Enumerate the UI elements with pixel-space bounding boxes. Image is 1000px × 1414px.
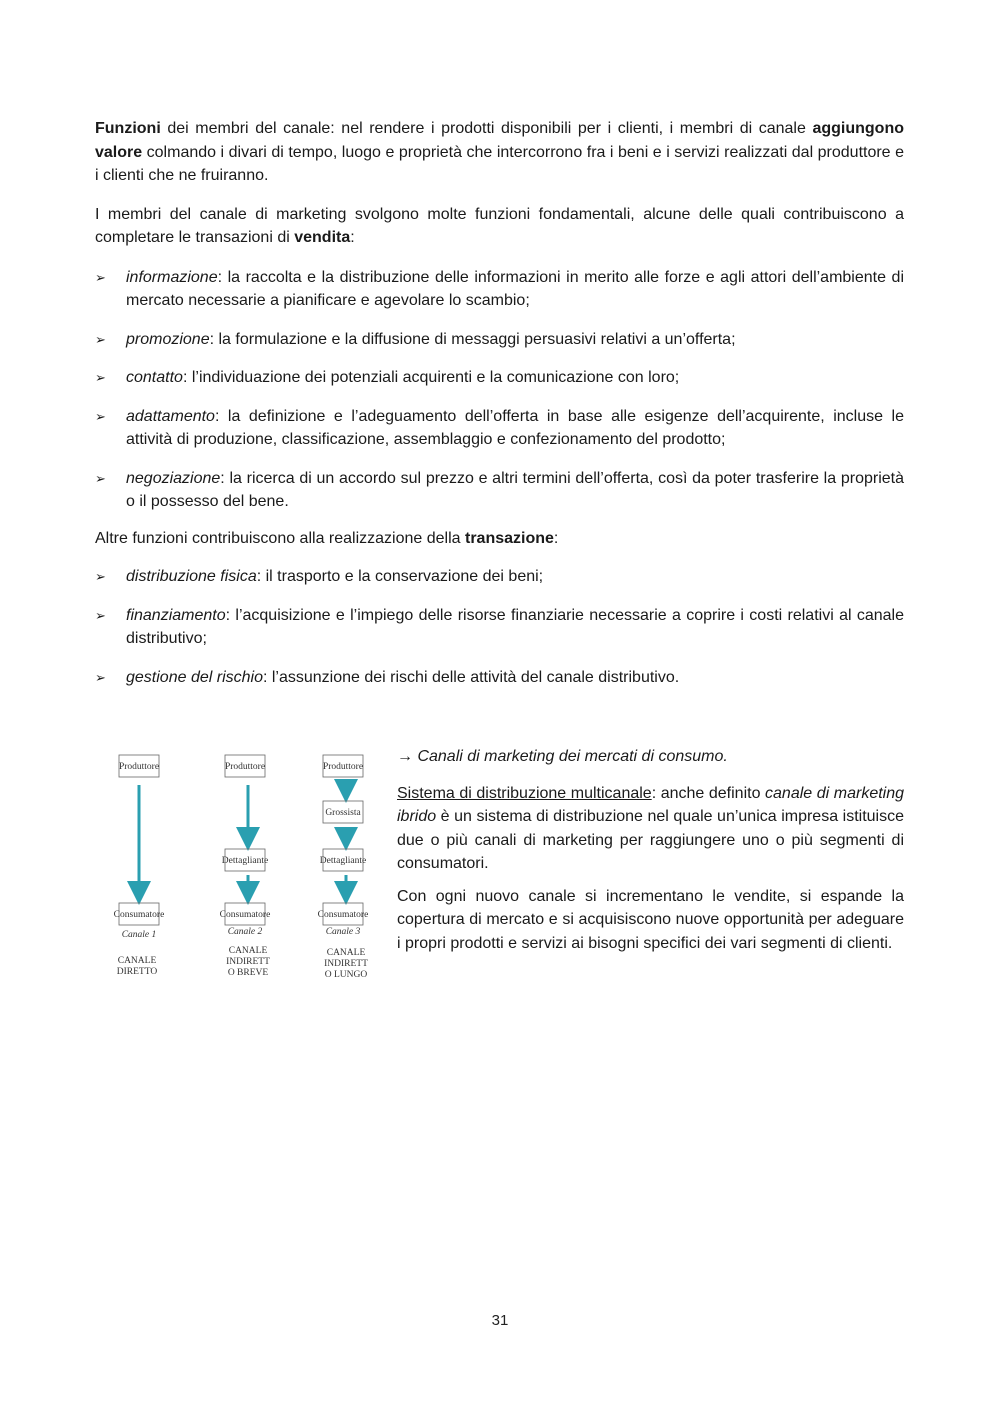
text: : anche definito	[651, 784, 766, 802]
channel-3-column	[318, 755, 369, 980]
channel-2-title-line3: O BREVE	[227, 968, 269, 978]
list-item	[95, 467, 904, 514]
bold-vendita: vendita	[294, 229, 351, 246]
producer-box-label: Produttore	[118, 762, 160, 772]
list-item	[95, 266, 904, 313]
bullet-arrow-icon: ➢	[95, 269, 106, 285]
paragraph-functions	[95, 117, 904, 188]
channel-3-title-line1: CANALE	[326, 948, 366, 958]
text: :	[553, 529, 559, 547]
list-item-text: : la definizione e l’adeguamento dell’offerta in base alle esigenze dell’acquirente, incluse le attività di produzione, classificazione, assemblaggio e confezionamento del prodotto;	[126, 407, 904, 448]
bullet-arrow-icon: ➢	[95, 569, 106, 584]
producer-box-label: Produttore	[224, 762, 266, 772]
list-item-text: : la formulazione e la diffusione di messaggi persuasivi relativi a un’offerta;	[209, 330, 736, 348]
list-item-text: : l’individuazione dei potenziali acquirenti e la comunicazione con loro;	[182, 369, 680, 386]
list-item-text: : l’assunzione dei rischi delle attività del canale distributivo.	[262, 668, 680, 686]
sales-functions-list	[95, 266, 904, 514]
retailer-box-label: Dettagliante	[221, 856, 269, 866]
text: :	[350, 229, 355, 246]
list-item-text: : la raccolta e la distribuzione delle informazioni in merito alle forze e agli attori dell’ambiente di mercato necessarie a pianificare e agevolare lo scambio;	[126, 268, 904, 309]
list-item-term: gestione del rischio	[126, 668, 263, 686]
transaction-functions-list	[95, 565, 904, 689]
list-item-text: : l’acquisizione e l’impiego delle risorse finanziarie necessarie a coprire i costi relativi al canale distributivo;	[126, 606, 904, 647]
list-item-term: contatto	[126, 369, 183, 386]
channel-2-caption: Canale 2	[227, 927, 263, 937]
channel-3-caption: Canale 3	[325, 927, 361, 937]
channel-3-title-line3: O LUNGO	[324, 970, 368, 980]
channel-1-title-line2: DIRETTO	[116, 967, 158, 977]
consumer-box-label: Consumatore	[113, 910, 165, 920]
section-heading	[397, 745, 904, 769]
side-text	[397, 745, 904, 964]
bullet-arrow-icon: ➢	[95, 408, 106, 424]
list-item	[95, 565, 904, 589]
channel-2-title-line1: CANALE	[228, 946, 268, 956]
bold-aggiungono-valore: aggiungono valore	[95, 120, 904, 161]
text: dei membri del canale: nel rendere i prodotti disponibili per i clienti, i membri di canale	[160, 120, 813, 137]
retailer-box-label: Dettagliante	[319, 856, 367, 866]
channel-2-column	[220, 755, 271, 978]
list-item	[95, 328, 904, 352]
right-arrow-icon: →	[397, 748, 413, 765]
list-item	[95, 405, 904, 452]
channel-3-title-line2: INDIRETT	[324, 959, 368, 969]
page-body	[95, 117, 905, 980]
channel-1-column	[114, 755, 165, 977]
producer-box-label: Produttore	[322, 762, 364, 772]
text: colmando i divari di tempo, luogo e proprietà che intercorrono fra i beni e i servizi realizzati dal produttore e i clienti che ne fruiranno.	[95, 143, 904, 184]
list-item-text: : la ricerca di un accordo sul prezzo e altri termini dell’offerta, così da poter trasferire la proprietà o il possesso del bene.	[126, 469, 904, 510]
paragraph-sales-intro	[95, 203, 904, 250]
channel-2-title-line2: INDIRETT	[226, 957, 270, 967]
list-item-term: negoziazione	[126, 469, 221, 487]
list-item-term: informazione	[126, 268, 218, 286]
text: è un sistema di distribuzione nel quale un’unica impresa istituisce due o più canali di marketing per raggiungere uno o più segmenti di consumatori.	[397, 808, 904, 872]
bullet-arrow-icon: ➢	[95, 370, 106, 385]
bullet-arrow-icon: ➢	[95, 607, 106, 623]
paragraph-multichannel	[397, 782, 904, 876]
channel-1-caption: Canale 1	[121, 930, 157, 940]
paragraph-transaction-intro	[95, 527, 904, 551]
list-item-term: promozione	[126, 330, 210, 348]
consumer-box-label: Consumatore	[219, 910, 271, 920]
list-item-term: adattamento	[126, 407, 215, 425]
list-item	[95, 604, 904, 651]
list-item-term: finanziamento	[126, 606, 226, 624]
channel-1-title-line1: CANALE	[117, 956, 157, 966]
consumer-box-label: Consumatore	[317, 910, 369, 920]
list-item-text: : il trasporto e la conservazione dei beni;	[256, 568, 544, 585]
paragraph-new-channel: Con ogni nuovo canale si incrementano le vendite, si espande la copertura di mercato e si acquisiscono nuove opportunità per adeguare i propri prodotti e servizi ai bisogni specifici dei vari segmenti di clienti.	[397, 887, 904, 952]
list-item	[95, 366, 904, 390]
bullet-arrow-icon: ➢	[95, 669, 106, 685]
bullet-arrow-icon: ➢	[95, 470, 106, 486]
text: Altre funzioni contribuiscono alla realizzazione della	[95, 529, 465, 547]
channels-diagram	[95, 745, 385, 1005]
italic-term: canale di marketing ibrido	[397, 784, 905, 825]
bullet-arrow-icon: ➢	[95, 331, 106, 347]
list-item-term: distribuzione fisica	[126, 568, 257, 585]
bold-funzioni: Funzioni	[95, 120, 161, 137]
text: I membri del canale di marketing svolgono molte funzioni fondamentali, alcune delle quali contribuiscono a completare le transazioni di	[95, 205, 904, 246]
bold-transazione: transazione	[464, 529, 554, 547]
wholesaler-box-label: Grossista	[325, 808, 361, 818]
page-number: 31	[491, 1312, 509, 1329]
underlined-term: Sistema di distribuzione multicanale	[397, 784, 652, 802]
section-heading-text: Canali di marketing dei mercati di consumo.	[417, 748, 728, 765]
channels-section	[95, 745, 904, 1045]
list-item	[95, 666, 904, 690]
